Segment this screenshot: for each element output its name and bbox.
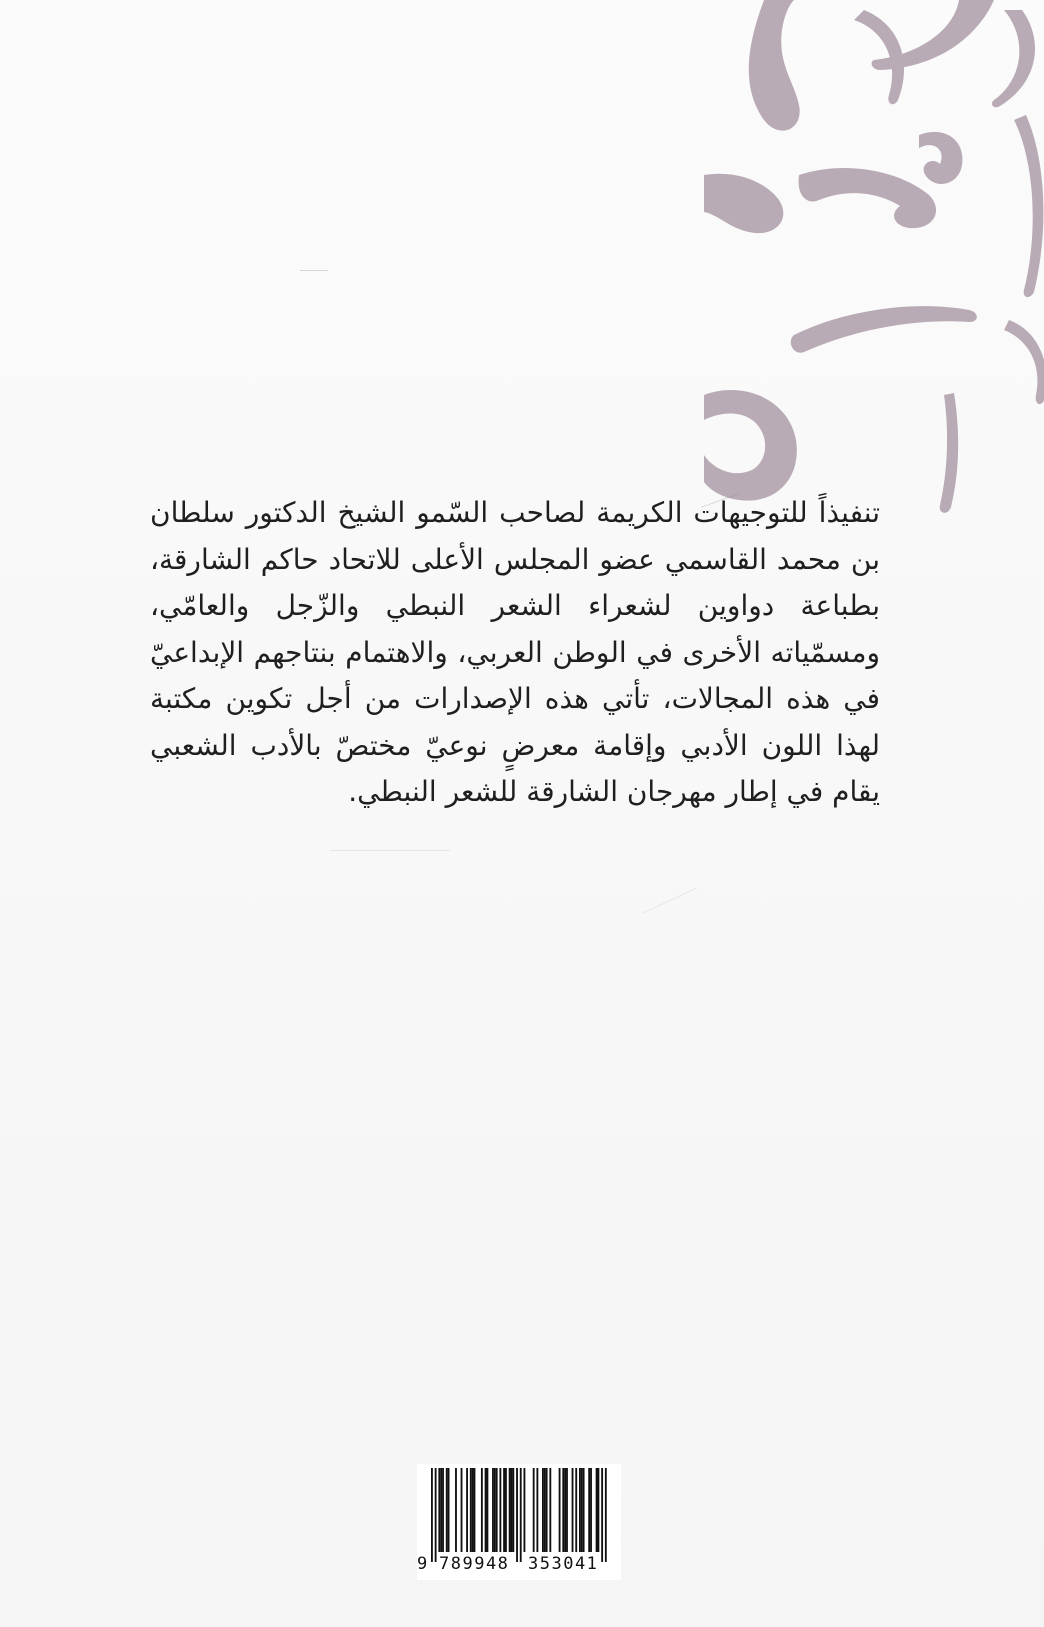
barcode-bar [512,1468,514,1552]
barcode-bar [431,1468,433,1562]
barcode-digits [417,1552,621,1578]
barcode-bar [601,1468,603,1562]
barcode-bar [505,1468,507,1552]
barcode-bar [598,1468,600,1552]
barcode-bar [564,1468,566,1552]
barcode-bar [440,1468,442,1552]
barcode-bar [533,1468,535,1552]
barcode-bar [566,1468,568,1552]
barcode-bar [583,1468,585,1552]
barcode-bar [596,1468,598,1552]
barcode-bar [562,1468,564,1552]
barcode-bar [520,1468,522,1562]
barcode-digit-first: 9 [417,1554,429,1574]
barcode-bar [492,1468,494,1552]
barcode-bar [470,1468,472,1552]
barcode-bar [605,1468,607,1562]
barcode-bar [474,1468,476,1552]
barcode-digits-left: 789948 [439,1554,510,1574]
barcode-bar [446,1468,448,1552]
barcode-bar [487,1468,489,1552]
barcode-bar [572,1468,574,1552]
barcode-bar [461,1468,463,1552]
barcode-bar [481,1468,483,1552]
barcode-bar [549,1468,551,1552]
cover-scuff [643,887,698,913]
barcode-bar [485,1468,487,1552]
barcode-bars-icon [417,1464,621,1564]
barcode-bar [494,1468,496,1552]
barcode-bar [503,1468,505,1552]
calligraphy-ornament-icon [704,0,1044,560]
barcode-bar [581,1468,583,1552]
barcode-bar [516,1468,518,1562]
barcode-bar [442,1468,444,1552]
barcode-bar [511,1468,513,1552]
cover-scuff [300,270,328,271]
isbn-barcode [417,1464,621,1580]
barcode-bar [472,1468,474,1552]
barcode-bar [542,1468,544,1552]
barcode-bar [455,1468,457,1552]
barcode-bar [575,1468,577,1552]
barcode-bar [496,1468,498,1552]
barcode-bar [536,1468,538,1552]
barcode-bar [499,1468,501,1552]
barcode-digits-right: 353041 [528,1554,599,1574]
barcode-bar [544,1468,546,1552]
barcode-bar [466,1468,468,1552]
barcode-bar [509,1468,511,1552]
cover-blurb-text: تنفيذاً للتوجيهات الكريمة لصاحب السّمو الشيخ الدكتور سلطان بن محمد القاسمي عضو المجلس الأعلى للاتحاد حاكم الشارقة، بطباعة دواوين لشعراء الشعر النبطي والزّجل والعامّي، ومسمّياته الأخرى في الوطن العربي، والاهتمام بنتاجهم الإبداعيّ في هذه المجالات، تأتي هذه الإصدارات من أجل تكوين مكتبة لهذا اللون الأدبي وإقامة معرضٍ نوعيّ مختصّ بالأدب الشعبي يقام في إطار مهرجان الشارقة للشعر النبطي. [150,496,880,808]
barcode-bar [435,1468,437,1562]
cover-scuff [330,850,450,851]
barcode-bar [588,1468,590,1552]
barcode-bar [590,1468,592,1552]
barcode-bar [559,1468,561,1552]
barcode-bar [448,1468,450,1552]
barcode-bar [524,1468,526,1552]
barcode-bar [579,1468,581,1552]
barcode-bar [438,1468,440,1552]
barcode-bar [546,1468,548,1552]
